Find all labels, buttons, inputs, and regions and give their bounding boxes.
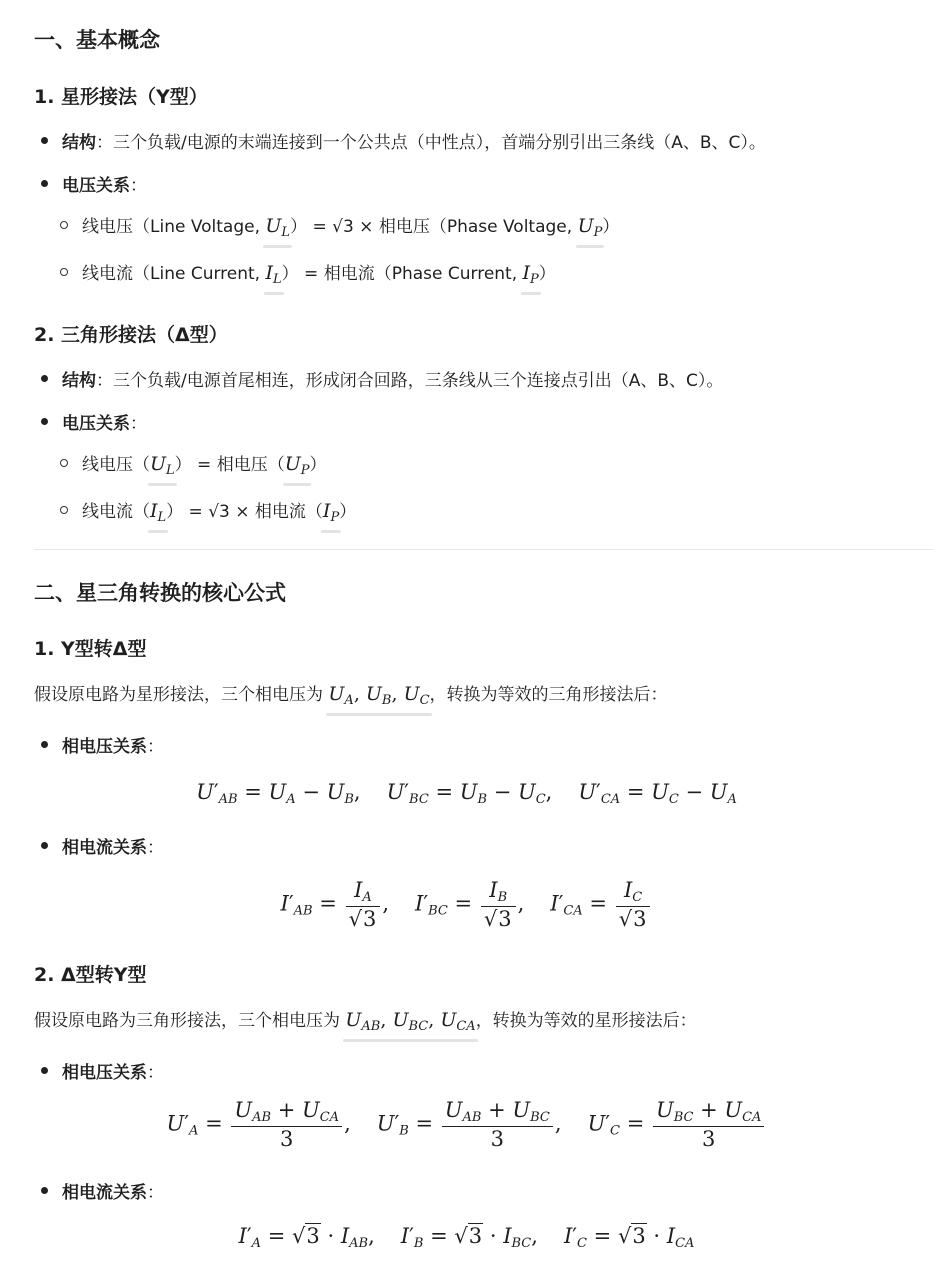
math-UAB-UBC-UCA: $U_{AB}$, $U_{BC}$, $U_{CA}$ bbox=[345, 1009, 476, 1034]
star-line-voltage-item: 线电压（Line Voltage, $U_L) = √3$ × 相电压（Phase Voltage, $U_P$） bbox=[82, 215, 620, 240]
star-structure-item bbox=[62, 128, 766, 153]
math-UA-UB-UC: $U_A$, $U_B$, $U_C$ bbox=[328, 683, 430, 708]
bullet-icon bbox=[41, 842, 48, 849]
delta-structure-item bbox=[62, 366, 723, 391]
circle-bullet-icon bbox=[60, 268, 68, 276]
bullet-icon bbox=[41, 418, 48, 425]
bullet-icon bbox=[41, 180, 48, 187]
section-divider bbox=[34, 549, 933, 550]
bullet-icon bbox=[41, 375, 48, 382]
math-UL: $U_L$ bbox=[150, 453, 175, 478]
math-UP: $U_P$ bbox=[284, 453, 310, 478]
y2d-current-formula: $I'_{AB}$ = $\frac{I_A}{√3}$ , $I'_{BC}$ = $\frac{I_B}{√3}$ , $I'_{CA}$ = $\frac{I_C}{√3}$ bbox=[0, 878, 933, 932]
bullet-icon bbox=[41, 1187, 48, 1194]
math-IP: $I_P$ bbox=[522, 262, 539, 287]
delta-line-current-item: 线电流$(I_L) = √3$ × 相电流$(I_P)$ bbox=[82, 500, 357, 525]
subsection-title-d2y: 2. Δ型转Y型 bbox=[34, 964, 147, 986]
circle-bullet-icon bbox=[60, 221, 68, 229]
d2y-voltage-label-item: 相电压关系： bbox=[62, 1063, 164, 1083]
math-IL: $I_L$ bbox=[150, 500, 167, 525]
d2y-current-formula: $I'_A = √3 \cdot I_{AB}$, $I'_B = √3 \cdot I_{BC}$, $I'_C = √3 \cdot I_{CA}$ bbox=[238, 1224, 695, 1251]
circle-bullet-icon bbox=[60, 506, 68, 514]
section-title-basic: 一、基本概念 bbox=[34, 28, 160, 52]
star-relation-label: 电压关系 bbox=[62, 176, 130, 196]
delta-relation-label: 电压关系 bbox=[62, 414, 130, 434]
subsection-title-star: 1. 星形接法（Y型） bbox=[34, 86, 208, 108]
bullet-icon bbox=[41, 137, 48, 144]
subsection-title-delta: 2. 三角形接法（Δ型） bbox=[34, 324, 228, 346]
delta-line-voltage-item: 线电压$(U_L)$ = 相电压$(U_P)$ bbox=[82, 453, 327, 478]
star-structure-text: ：三个负载/电源的末端连接到一个公共点（中性点），首端分别引出三条线（A、B、C）。 bbox=[96, 133, 766, 153]
y2d-intro: 假设原电路为星形接法，三个相电压为 $U_A$, $U_B$, $U_C$，转换为等效的三角形接法后： bbox=[34, 683, 668, 708]
delta-structure-text: ：三个负载/电源首尾相连，形成闭合回路，三条线从三个连接点引出（A、B、C）。 bbox=[96, 371, 724, 391]
math-IL: $I_L$ bbox=[265, 262, 282, 287]
star-line-current-item: 线电流（Line Current, $I_L$） = 相电流（Phase Current, $I_P$） bbox=[82, 262, 556, 287]
subsection-title-y2d: 1. Y型转Δ型 bbox=[34, 638, 147, 660]
bullet-icon bbox=[41, 1067, 48, 1074]
bullet-icon bbox=[41, 741, 48, 748]
d2y-intro: 假设原电路为三角形接法，三个相电压为 $U_{AB}$, $U_{BC}$, $U_{CA}$，转换为等效的星形接法后： bbox=[34, 1009, 697, 1034]
star-structure-label: 结构 bbox=[62, 133, 96, 153]
section-title-formulas: 二、星三角转换的核心公式 bbox=[34, 581, 286, 605]
circle-bullet-icon bbox=[60, 459, 68, 467]
math-IP: $I_P$ bbox=[322, 500, 340, 525]
y2d-current-label-item: 相电流关系： bbox=[62, 838, 164, 858]
y2d-voltage-formula: $U'_{AB} = U_A - U_B$, $U'_{BC} = U_B - U_C$, $U'_{CA} = U_C - U_A$ bbox=[196, 780, 737, 807]
math-UL: $U_L$ bbox=[265, 215, 291, 240]
d2y-current-label-item: 相电流关系： bbox=[62, 1183, 164, 1203]
star-relation-item: 电压关系： bbox=[62, 176, 147, 196]
delta-structure-label: 结构 bbox=[62, 371, 96, 391]
delta-relation-item: 电压关系： bbox=[62, 414, 147, 434]
d2y-voltage-formula: $U'_A$ = $\frac{U_{AB} + U_{CA}}{3}$ , $U'_B$ = $\frac{U_{AB} + U_{BC}}{3}$ , $U'_C$ = $\frac{U_{BC} + U_{CA}}{3}$ bbox=[0, 1098, 933, 1152]
math-UP: $U_P$ bbox=[577, 215, 603, 240]
y2d-voltage-label-item: 相电压关系： bbox=[62, 737, 164, 757]
